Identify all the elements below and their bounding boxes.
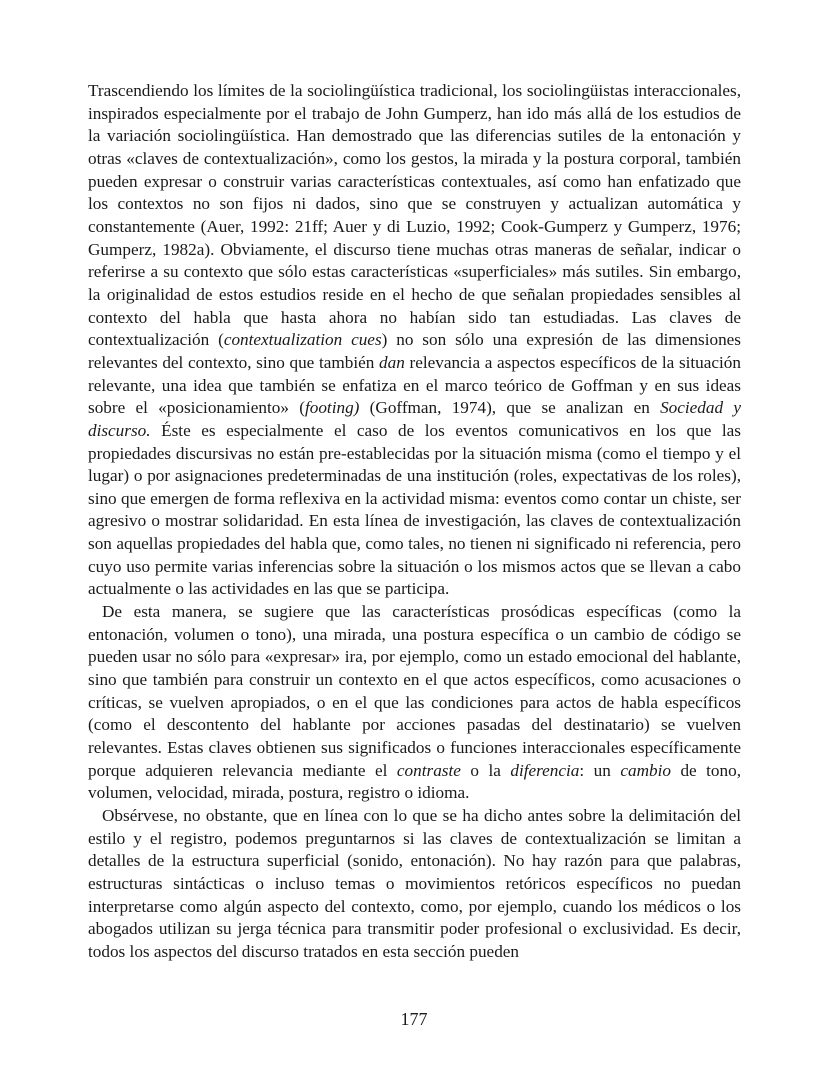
- italic-term-contraste: contraste: [396, 760, 461, 780]
- italic-term-diferencia: diferencia: [510, 760, 580, 780]
- italic-term-contextualization-cues: contextualization cues: [223, 330, 382, 350]
- text-segment: Éste es especialmente el caso de los eventos comunicativos en los que las propiedades discursivas no están pre-establecidas por la situación misma (como el tiempo y el lugar) o por asignaciones predeterminadas de una institución (roles, expectativas de los roles), sino que emergen de forma reflexiva en la actividad misma: eventos como contar un chiste, ser agresivo o mostrar solidaridad. En esta línea de investigación, las claves de contextualización son aquellas propiedades del habla que, como tales, no tienen ni significado ni referencia, pero cuyo uso permite varias inferencias sobre la situación o los mismos actos que se llevan a cabo actualmente o las actividades en las que se participa.: [88, 420, 741, 599]
- text-segment: Obsérvese, no obstante, que en línea con lo que se ha dicho antes sobre la delimitación del estilo y el registro, podemos preguntarnos si las claves de contextualización se limitan a detalles de la estructura superficial (sonido, entonación). No hay razón para que palabras, estructuras sintácticas o incluso temas o movimientos retóricos específicos no puedan interpretarse como algún aspecto del contexto, como, por ejemplo, cuando los médicos o los abogados utilizan su jerga técnica para transmitir poder profesional o exclusividad. Es decir, todos los aspectos del discurso tratados en esta sección pueden: [88, 806, 741, 961]
- paragraph-2: [88, 601, 741, 805]
- text-segment: (Goffman, 1974), que se analizan en: [359, 398, 661, 418]
- italic-term-footing: footing): [304, 398, 360, 418]
- text-segment: de tono, volumen, velocidad, mirada, postura, registro o idioma.: [88, 760, 742, 803]
- italic-term-dan: dan: [379, 352, 405, 372]
- paragraph-3: [88, 805, 741, 964]
- document-page: [88, 80, 741, 964]
- italic-term-cambio: cambio: [620, 760, 671, 780]
- paragraph-1: [88, 80, 741, 601]
- text-segment: o la: [460, 760, 511, 780]
- page-number: 177: [400, 1009, 428, 1029]
- text-segment: relevancia a aspectos específicos de la situación relevante, una idea que también se enfatiza en el marco teórico de Goffman y en sus ideas sobre el «posicionamiento» (: [88, 352, 741, 418]
- text-segment: Trascendiendo los límites de la sociolingüística tradicional, los sociolingüistas interaccionales, inspirados especialmente por el trabajo de John Gumperz, han ido más allá de los estudios de la variación sociolingüística. Han demostrado que las diferencias sutiles de la entonación y otras «claves de contextualización», como los gestos, la mirada y la postura corporal, también pueden expresar o construir varias características contextuales, así como han enfatizado que los contextos no son fijos ni dados, sino que se construyen y actualizan automática y constantemente (Auer, 1992: 21ff; Auer y di Luzio, 1992; Cook-Gumperz y Gumperz, 1976; Gumperz, 1982a). Obviamente, el discurso tiene muchas otras maneras de señalar, indicar o referirse a su contexto que sólo estas características «superficiales» más sutiles. Sin embargo, la originalidad de estos estudios reside en el hecho de que señalan propiedades sensibles al contexto del habla que hasta ahora no habían sido tan estudiadas. Las claves de contextualización (: [88, 81, 741, 350]
- text-segment: ) no son sólo una expresión de las dimensiones relevantes del contexto, sino que también: [88, 330, 741, 372]
- italic-book-title: Sociedad y discurso.: [88, 398, 741, 440]
- text-segment: : un: [579, 760, 621, 780]
- text-segment: De esta manera, se sugiere que las características prosódicas específicas (como la entonación, volumen o tono), una mirada, una postura específica o un cambio de código se pueden usar no sólo para «expresar» ira, por ejemplo, como un estado emocional del hablante, sino que también para construir un contexto en el que actos específicos, como acusaciones o críticas, se vuelven apropiados, o en el que las condiciones para actos de habla específicos (como el descontento del hablante por acciones pasadas del destinatario) se vuelven relevantes. Estas claves obtienen sus significados o funciones interaccionales específicamente porque adquieren relevancia mediante el: [88, 602, 741, 780]
